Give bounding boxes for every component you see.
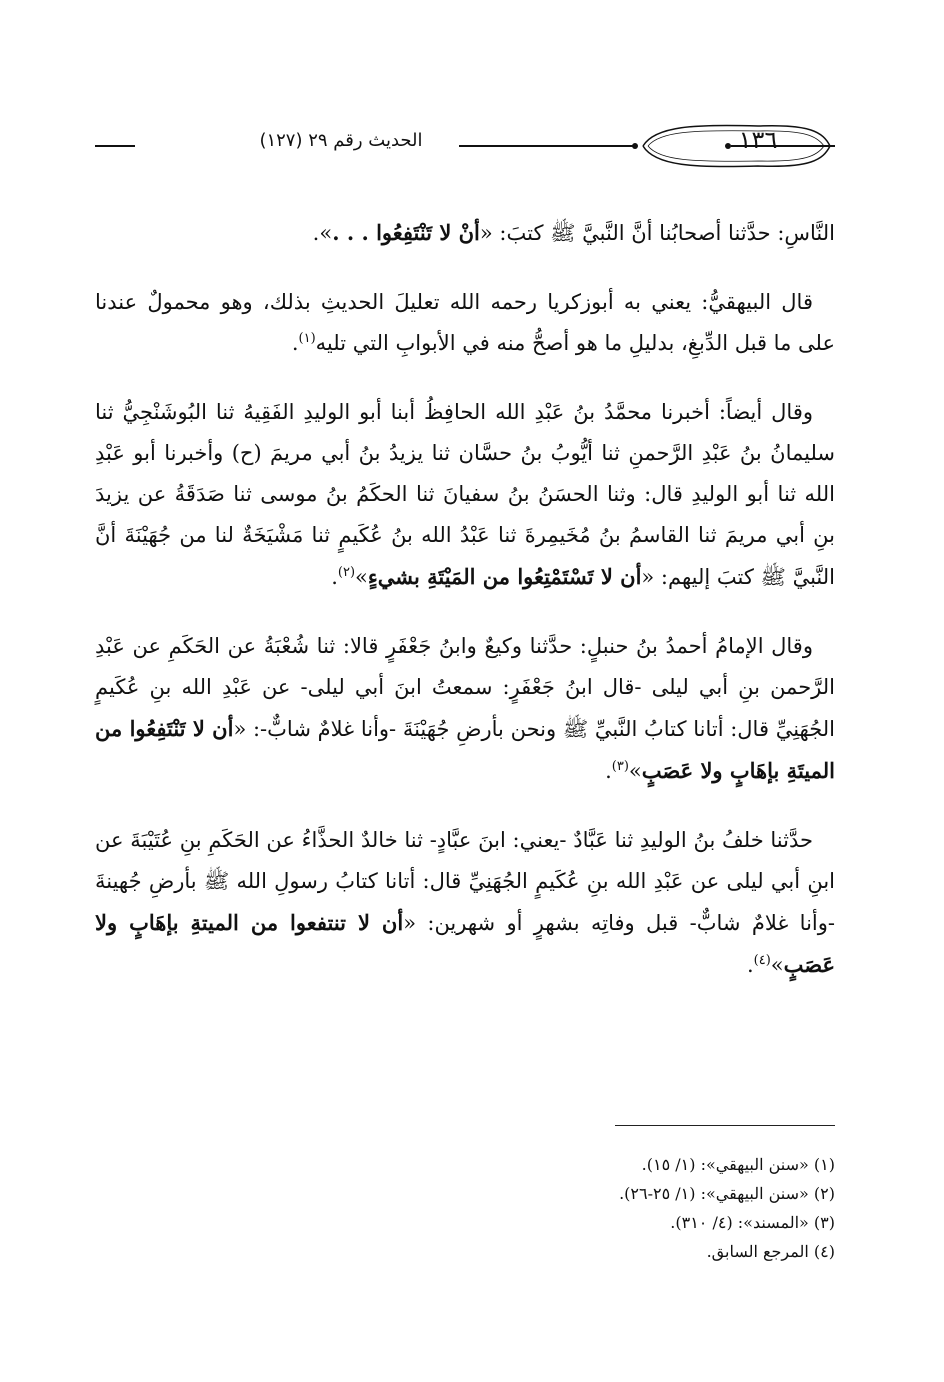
paragraph-text: وقال الإمامُ أحمدُ بنُ حنبلٍ: حدَّثنا وكيعٌ وابنُ جَعْفَرٍ قالا: ثنا شُعْبَةُ عن الحَكَمِ عن عَبْدِ الرَّحمن بنِ أبي ليلى -قال ابنُ جَعْفَرٍ: سمعتُ ابنَ أبي ليلى- عن عَبْدِ الله بنِ عُكَيمٍ الجُهَنِيِّ قال: أتانا كتابُ النَّبيِّ ﷺ ونحن بأرضِ جُهَيْنَةَ -وأنا غلامٌ شابٌّ-: « [95, 634, 836, 741]
footnote-ref: (١) [298, 331, 316, 346]
footnote: (١) «سنن البيهقي»: (١/ ١٥). [641, 1155, 835, 1174]
paragraph-text: . [746, 953, 754, 977]
paragraph [95, 392, 835, 598]
paragraph-text: » [628, 759, 642, 783]
hadith-quote: أن لا تَسْتَمْتِعُوا من المَيْتَةِ بشيءٍ [367, 564, 642, 589]
main-text [95, 212, 835, 1014]
hadith-quote: أن لا تَنْتَفِعُوا من الميتَةِ بإهَابٍ ولا عَصَبٍ [95, 716, 835, 783]
paragraph [95, 212, 835, 254]
paragraph-text: . [331, 565, 338, 589]
paragraph-text: » [355, 565, 368, 589]
paragraph-text: . [605, 759, 612, 783]
hadith-quote: أن لا تنتفعوا من الميتةِ بإهَابٍ ولا عَصَبٍ [95, 910, 835, 977]
paragraph-text: . [291, 331, 299, 355]
footnote-ref: (٣) [611, 759, 629, 774]
paragraph-text: ». [312, 221, 333, 245]
paragraph-text: حدَّثنا خلفُ بنُ الوليدِ ثنا عَبَّادٌ -يعني: ابنَ عبَّادٍ- ثنا خالدٌ الحذَّاءُ عن الحَكَمِ بنِ عُتَيْبَةَ عن ابنِ أبي ليلى عن عَبْدِ الله بنِ عُكَيمٍ الجُهَنِيِّ قال: أتانا كتابُ رسولِ الله ﷺ بأرضِ جُهينةَ -وأنا غلامٌ شابٌّ- قبل وفاتِه بشهرٍ أو شهرين: « [95, 828, 835, 935]
paragraph [95, 820, 835, 986]
paragraph-text: » [770, 953, 784, 977]
page-number: ١٣٦ [738, 126, 778, 154]
running-title: الحديث رقم ٢٩ (١٢٧) [223, 130, 459, 151]
footnotes [95, 1150, 835, 1266]
paragraph [95, 626, 835, 792]
paragraph [95, 282, 835, 364]
footnote-ref: (٤) [753, 953, 771, 968]
footnote: (٣) «المسند»: (٤/ ٣١٠). [670, 1213, 835, 1232]
footnote-separator [615, 1125, 835, 1126]
footnote: (٢) «سنن البيهقي»: (١/ ٢٥-٢٦). [619, 1184, 835, 1203]
paragraph-text: النَّاسِ: حدَّثنا أصحابُنا أنَّ النَّبيَّ ﷺ كتبَ: « [479, 221, 835, 245]
footnote-ref: (٢) [337, 565, 356, 580]
hadith-quote: أنْ لا تَنْتَفِعُوا . . . [332, 220, 480, 245]
paragraph-text: قال البيهقيُّ: يعني به أبوزكريا رحمه الله تعليلَ الحديثِ بذلك، وهو محمولٌ عندنا على ما قبل الدِّبغِ، بدليلِ ما هو أصحُّ منه في الأبوابِ التي تليه [95, 290, 835, 355]
footnote: (٤) المرجع السابق. [706, 1242, 835, 1261]
page-header [95, 118, 835, 178]
paragraph-text: وقال أيضاً: أخبرنا محمَّدُ بنُ عَبْدِ الله الحافِظُ أبنا أبو الوليدِ الفَقِيهُ ثنا البُوشَنْجِيُّ ثنا سليمانُ بنُ عَبْدِ الرَّحمنِ ثنا أيُّوبُ بنُ حسَّان ثنا يزيدُ بنُ أبي مريمَ (ح) وأخبرنا أبو عَبْدِ الله ثنا أبو الوليدِ قال: وثنا الحسَنُ بنُ سفيانَ ثنا الحكَمُ بنُ موسى ثنا صَدَقَةُ عن يزيدَ بنِ أبي مريمَ ثنا القاسمُ بنُ مُخَيمِرةَ ثنا عَبْدُ الله بنُ عُكَيمٍ ثنا مَشْيَخَةٌ لنا من جُهَيْنَةَ أنَّ النَّبيَّ ﷺ كتبَ إليهم: « [95, 400, 835, 589]
